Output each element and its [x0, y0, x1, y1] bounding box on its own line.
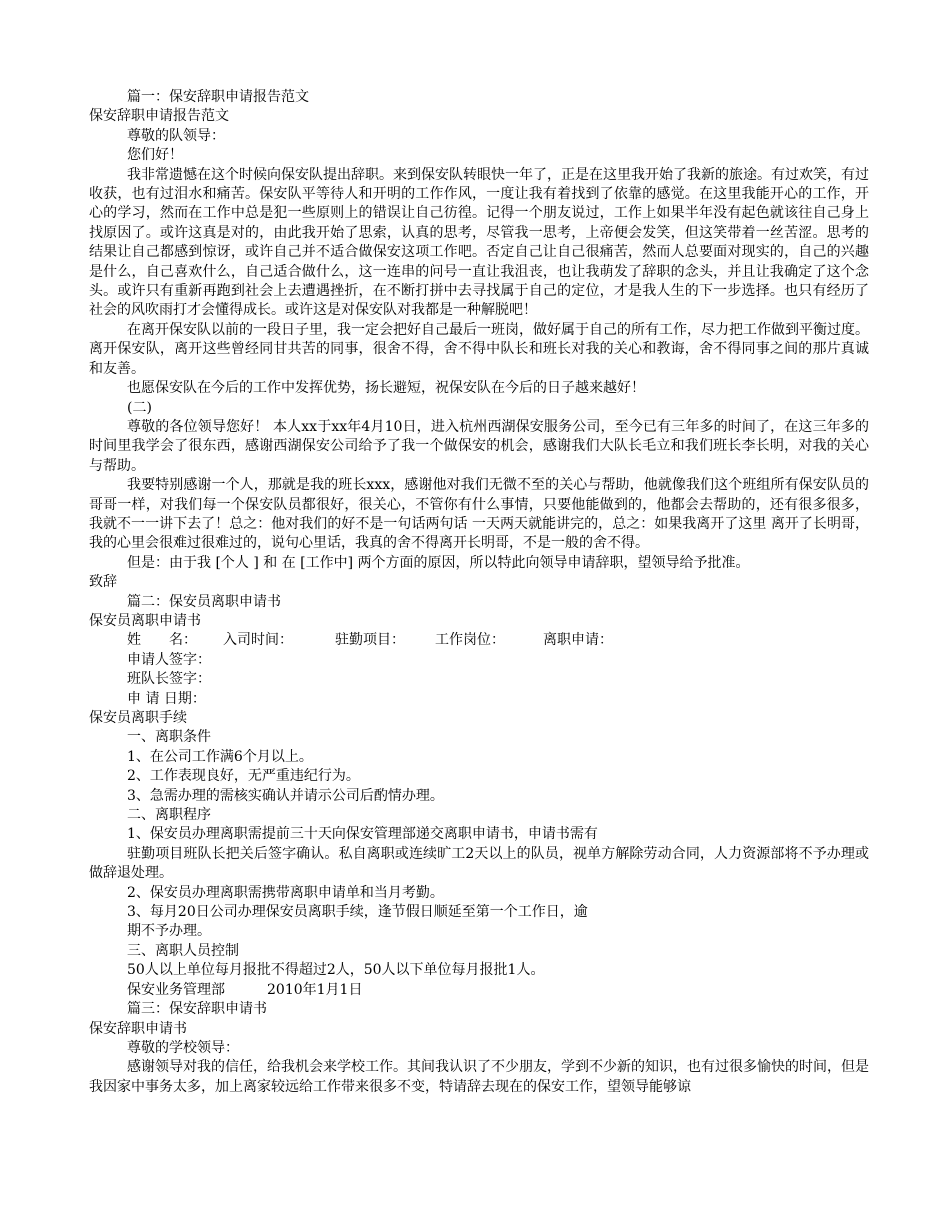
condition-item-1: 1、在公司工作满6个月以上。 [127, 748, 313, 765]
procedure-item-3-cont: 期不予办理。 [127, 923, 211, 940]
section-title-2: 篇二：保安员离职申请书 [127, 593, 281, 610]
salutation-1: 尊敬的队领导： [127, 127, 225, 144]
document-subtitle-1: 保安辞职申请报告范文 [89, 108, 229, 125]
paragraph-1: 我非常遗憾在这个时候向保安队提出辞职。来到保安队转眼快一年了，正是在这里我开始了我新的旅途。有过欢笑，有过收获，也有过泪水和痛苦。保安队平等待人和开明的工作作风，一度让我有着找到了依靠的感觉。在这里我能开心的工作，开心的学习，然而在工作中总是犯一些原则上的错误让自己彷徨。记得一个朋友说过，工作上如果半年没有起色就该往自己身上找原因了。或许这真是对的，由此我开始了思索，认真的思考，尽管我一思考，上帝便会发笑，但这笑带着一丝苦涩。思考的结果让自己都感到惊讶，或许自己并不适合做保安这项工作吧。否定自己让自己很痛苦，然而人总要面对现实的，自己的兴趣是什么，自己喜欢什么，自己适合做什么，这一连串的问号一直让我沮丧，也让我萌发了辞职的念头，并且让我确定了这个念头。或许只有重新再跑到社会上去遭遇挫折，在不断打拼中去寻找属于自己的定位，才是我人生的下一步选择。也只有经历了社会的风吹雨打才会懂得成长。或许这是对保安队对我都是一种解脱吧！ [89, 166, 869, 319]
paragraph-5: 尊敬的各位领导您好！ 本人xx于xx年4月10日，进入杭州西湖保安服务公司，至今已有三年多的时间了，在这三年多的时间里我学会了很东西，感谢西湖保安公司给予了我一个做保安的机会，感谢我们大队长毛立和我们班长李长明，对我的关心与帮助。 [89, 418, 869, 474]
greeting-1: 您们好！ [127, 147, 183, 164]
paragraph-7: 但是：由于我 [个人 ] 和 在 [工作中] 两个方面的原因，所以特此向领导申请辞职，望领导给予批准。 [127, 554, 750, 571]
form-post-label: 工作岗位： [435, 632, 505, 649]
paragraph-4: 也愿保安队在今后的工作中发挥优势，扬长避短，祝保安队在今后的日子越来越好！ [127, 380, 645, 397]
procedure-item-3: 3、每月20日公司办理保安员离职手续，逢节假日顺延至第一个工作日，逾 [127, 904, 588, 921]
procedure-item-1-cont: 驻勤项目班队长把关后签字确认。私自离职或连续旷工2天以上的队员，视单方解除劳动合同，人力资源部将不予办理或做辞退处理。 [89, 845, 869, 882]
paragraph-2: 在离开保安队以前的一段日子里，我一定会把好自己最后一班岗，做好属于自己的所有工作，尽力把工作做到平衡过度。 [127, 321, 869, 338]
procedure-item-2: 2、保安员办理离职需携带离职申请单和当月考勤。 [127, 884, 444, 901]
salutation-3: 尊敬的学校领导： [127, 1039, 239, 1056]
condition-item-2: 2、工作表现良好，无严重违纪行为。 [127, 768, 360, 785]
document-subtitle-3: 保安辞职申请书 [89, 1020, 187, 1037]
form-fields-row [89, 631, 869, 650]
paragraph-3: 离开保安队，离开这些曾经同甘共苦的同事，很舍不得，舍不得中队长和班长对我的关心和教诲，舍不得同事之间的那片真诚和友善。 [89, 341, 869, 377]
document-page [89, 88, 869, 1097]
section-heading-control: 三、离职人员控制 [127, 942, 239, 959]
section-heading-conditions: 一、离职条件 [127, 729, 211, 746]
condition-item-3: 3、急需办理的需核实确认并请示公司后酌情办理。 [127, 787, 444, 804]
form-name-label: 姓 名： [127, 632, 197, 649]
closing-1: 致辞 [89, 574, 117, 591]
paragraph-6: 我要特别感谢一个人，那就是我的班长xxx，感谢他对我们无微不至的关心与帮助，他就像我们这个班组所有保安队员的哥哥一样，对我们每一个保安队员都很好，很关心，不管你有什么事情，只要他能做到的，他都会去帮助的，还有很多很多，我就不一一讲下去了！总之：他对我们的好不是一句话两句话 一天两天就能讲完的，总之：如果我离开了这里 离开了长明哥，我的心里会很难过很难过的，说句心里话，我真的舍不得离开长明哥，不是一般的舍不得。 [89, 477, 869, 552]
applicant-signature-label: 申请人签字： [127, 651, 211, 668]
application-date-label: 申 请 日期： [127, 690, 206, 707]
section-title-1: 篇一：保安辞职申请报告范文 [127, 89, 309, 105]
department-date-line: 保安业务管理部 2010年1月1日 [127, 981, 363, 998]
part-heading-2: (二) [127, 399, 152, 416]
form-date-label: 入司时间： [223, 632, 293, 649]
procedure-title: 保安员离职手续 [89, 710, 187, 726]
leader-signature-label: 班队长签字： [127, 671, 211, 688]
document-subtitle-2: 保安员离职申请书 [89, 612, 201, 629]
paragraph-9: 感谢领导对我的信任，给我机会来学校工作。其间我认识了不少朋友，学到不少新的知识，也有过很多愉快的时间，但是我因家中事务太多，加上离家较远给工作带来很多不变，特请辞去现在的保安工作，望领导能够谅 [89, 1059, 869, 1095]
procedure-item-1: 1、保安员办理离职需提前三十天向保安管理部递交离职申请书，申请书需有 [127, 826, 598, 843]
section-title-3: 篇三：保安辞职申请书 [127, 1001, 267, 1018]
section-heading-procedure: 二、离职程序 [127, 807, 211, 824]
control-item-1: 50人以上单位每月报批不得超过2人，50人以下单位每月报批1人。 [127, 962, 545, 979]
form-project-label: 驻勤项目： [335, 632, 405, 649]
form-apply-label: 离职申请： [543, 632, 613, 649]
